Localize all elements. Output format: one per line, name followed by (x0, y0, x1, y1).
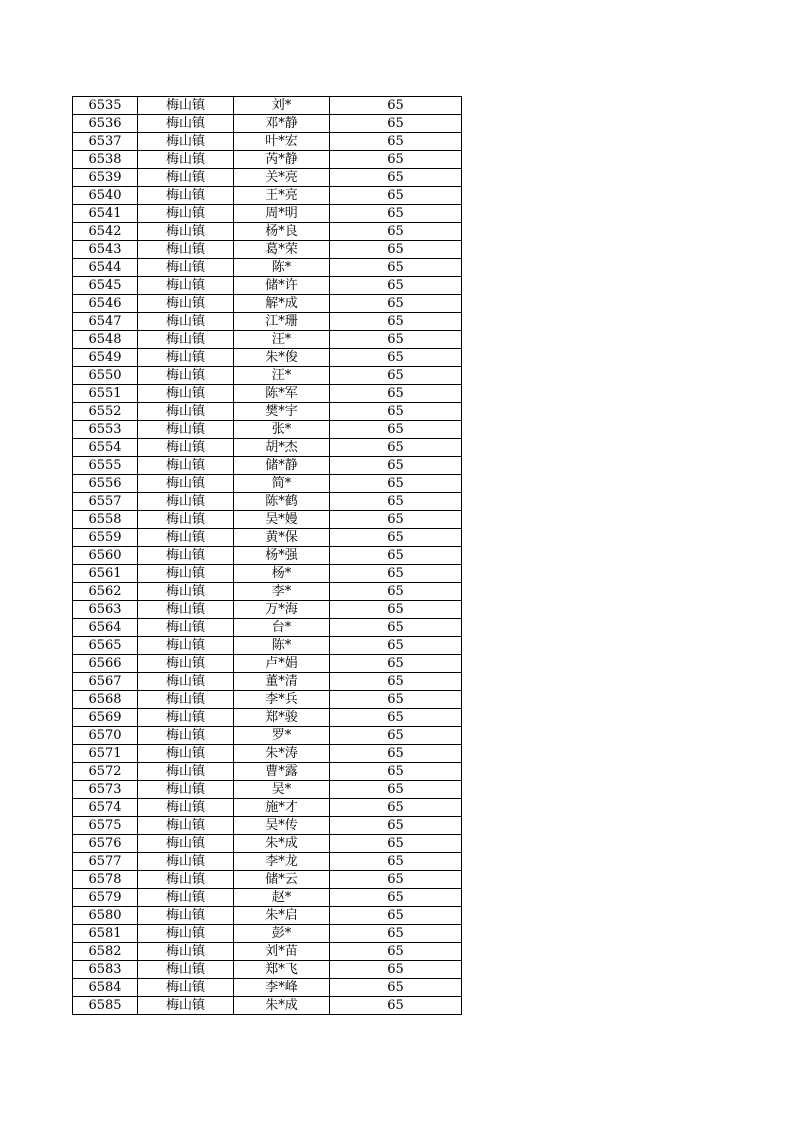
cell-amount: 65 (330, 511, 462, 529)
cell-amount: 65 (330, 385, 462, 403)
table-row (73, 133, 462, 151)
cell-amount: 65 (330, 727, 462, 745)
cell-serial-number: 6584 (73, 979, 138, 997)
cell-town: 梅山镇 (138, 889, 234, 907)
cell-person-name: 郑*骏 (234, 709, 330, 727)
cell-amount: 65 (330, 457, 462, 475)
cell-person-name: 张* (234, 421, 330, 439)
cell-serial-number: 6570 (73, 727, 138, 745)
cell-amount: 65 (330, 871, 462, 889)
cell-serial-number: 6551 (73, 385, 138, 403)
table-row (73, 439, 462, 457)
table-row (73, 367, 462, 385)
cell-town: 梅山镇 (138, 565, 234, 583)
cell-person-name: 储*云 (234, 871, 330, 889)
table-row (73, 169, 462, 187)
cell-serial-number: 6573 (73, 781, 138, 799)
cell-person-name: 樊*宇 (234, 403, 330, 421)
cell-town: 梅山镇 (138, 511, 234, 529)
cell-serial-number: 6583 (73, 961, 138, 979)
cell-serial-number: 6578 (73, 871, 138, 889)
table-row (73, 295, 462, 313)
cell-town: 梅山镇 (138, 169, 234, 187)
cell-serial-number: 6561 (73, 565, 138, 583)
table-row (73, 961, 462, 979)
cell-serial-number: 6538 (73, 151, 138, 169)
table-row (73, 385, 462, 403)
cell-town: 梅山镇 (138, 115, 234, 133)
cell-serial-number: 6553 (73, 421, 138, 439)
cell-person-name: 朱*成 (234, 835, 330, 853)
table-row (73, 871, 462, 889)
cell-amount: 65 (330, 637, 462, 655)
cell-person-name: 杨*强 (234, 547, 330, 565)
table-row (73, 511, 462, 529)
cell-person-name: 李*龙 (234, 853, 330, 871)
cell-serial-number: 6555 (73, 457, 138, 475)
cell-amount: 65 (330, 205, 462, 223)
table-row (73, 637, 462, 655)
cell-person-name: 储*静 (234, 457, 330, 475)
table-row (73, 583, 462, 601)
cell-amount: 65 (330, 475, 462, 493)
cell-serial-number: 6560 (73, 547, 138, 565)
cell-amount: 65 (330, 655, 462, 673)
table-row (73, 799, 462, 817)
cell-town: 梅山镇 (138, 259, 234, 277)
cell-person-name: 杨*良 (234, 223, 330, 241)
table-row (73, 979, 462, 997)
table-row (73, 745, 462, 763)
cell-serial-number: 6567 (73, 673, 138, 691)
cell-person-name: 李*兵 (234, 691, 330, 709)
cell-town: 梅山镇 (138, 835, 234, 853)
cell-town: 梅山镇 (138, 403, 234, 421)
cell-town: 梅山镇 (138, 691, 234, 709)
cell-amount: 65 (330, 781, 462, 799)
cell-amount: 65 (330, 979, 462, 997)
cell-serial-number: 6540 (73, 187, 138, 205)
cell-serial-number: 6575 (73, 817, 138, 835)
cell-town: 梅山镇 (138, 475, 234, 493)
table-row (73, 457, 462, 475)
cell-person-name: 朱*涛 (234, 745, 330, 763)
cell-amount: 65 (330, 403, 462, 421)
cell-amount: 65 (330, 889, 462, 907)
cell-person-name: 邓*静 (234, 115, 330, 133)
cell-town: 梅山镇 (138, 799, 234, 817)
cell-town: 梅山镇 (138, 853, 234, 871)
cell-amount: 65 (330, 673, 462, 691)
cell-town: 梅山镇 (138, 493, 234, 511)
cell-person-name: 周*明 (234, 205, 330, 223)
cell-town: 梅山镇 (138, 205, 234, 223)
cell-serial-number: 6542 (73, 223, 138, 241)
cell-amount: 65 (330, 151, 462, 169)
cell-serial-number: 6582 (73, 943, 138, 961)
table-row (73, 709, 462, 727)
cell-person-name: 董*清 (234, 673, 330, 691)
cell-amount: 65 (330, 817, 462, 835)
table-row (73, 889, 462, 907)
cell-amount: 65 (330, 619, 462, 637)
cell-town: 梅山镇 (138, 295, 234, 313)
cell-person-name: 黄*保 (234, 529, 330, 547)
cell-serial-number: 6581 (73, 925, 138, 943)
cell-person-name: 葛*荣 (234, 241, 330, 259)
cell-serial-number: 6550 (73, 367, 138, 385)
cell-amount: 65 (330, 997, 462, 1015)
cell-person-name: 江*珊 (234, 313, 330, 331)
cell-person-name: 刘*苗 (234, 943, 330, 961)
cell-person-name: 芮*静 (234, 151, 330, 169)
cell-person-name: 陈* (234, 259, 330, 277)
cell-town: 梅山镇 (138, 457, 234, 475)
cell-amount: 65 (330, 277, 462, 295)
cell-serial-number: 6543 (73, 241, 138, 259)
cell-amount: 65 (330, 799, 462, 817)
cell-person-name: 简* (234, 475, 330, 493)
cell-person-name: 台* (234, 619, 330, 637)
cell-person-name: 曹*露 (234, 763, 330, 781)
cell-town: 梅山镇 (138, 727, 234, 745)
cell-amount: 65 (330, 169, 462, 187)
cell-serial-number: 6574 (73, 799, 138, 817)
cell-serial-number: 6580 (73, 907, 138, 925)
cell-serial-number: 6559 (73, 529, 138, 547)
cell-town: 梅山镇 (138, 943, 234, 961)
cell-amount: 65 (330, 349, 462, 367)
cell-town: 梅山镇 (138, 421, 234, 439)
cell-person-name: 朱*俊 (234, 349, 330, 367)
cell-serial-number: 6563 (73, 601, 138, 619)
cell-amount: 65 (330, 691, 462, 709)
cell-serial-number: 6585 (73, 997, 138, 1015)
cell-town: 梅山镇 (138, 979, 234, 997)
cell-town: 梅山镇 (138, 439, 234, 457)
cell-person-name: 陈*鹤 (234, 493, 330, 511)
cell-person-name: 万*海 (234, 601, 330, 619)
cell-serial-number: 6577 (73, 853, 138, 871)
cell-amount: 65 (330, 223, 462, 241)
cell-serial-number: 6546 (73, 295, 138, 313)
table-row (73, 853, 462, 871)
cell-town: 梅山镇 (138, 313, 234, 331)
cell-person-name: 储*许 (234, 277, 330, 295)
cell-amount: 65 (330, 565, 462, 583)
cell-town: 梅山镇 (138, 619, 234, 637)
cell-town: 梅山镇 (138, 97, 234, 115)
table-row (73, 349, 462, 367)
cell-person-name: 李* (234, 583, 330, 601)
cell-town: 梅山镇 (138, 871, 234, 889)
cell-person-name: 罗* (234, 727, 330, 745)
cell-amount: 65 (330, 547, 462, 565)
cell-person-name: 吴* (234, 781, 330, 799)
cell-amount: 65 (330, 907, 462, 925)
cell-amount: 65 (330, 115, 462, 133)
cell-amount: 65 (330, 241, 462, 259)
cell-amount: 65 (330, 835, 462, 853)
cell-town: 梅山镇 (138, 133, 234, 151)
cell-amount: 65 (330, 583, 462, 601)
cell-serial-number: 6556 (73, 475, 138, 493)
cell-town: 梅山镇 (138, 961, 234, 979)
cell-town: 梅山镇 (138, 187, 234, 205)
table-row (73, 727, 462, 745)
cell-amount: 65 (330, 97, 462, 115)
cell-serial-number: 6544 (73, 259, 138, 277)
cell-town: 梅山镇 (138, 655, 234, 673)
cell-serial-number: 6566 (73, 655, 138, 673)
cell-person-name: 王*亮 (234, 187, 330, 205)
cell-amount: 65 (330, 961, 462, 979)
table-row (73, 97, 462, 115)
cell-town: 梅山镇 (138, 529, 234, 547)
cell-town: 梅山镇 (138, 331, 234, 349)
cell-person-name: 陈*军 (234, 385, 330, 403)
cell-person-name: 彭* (234, 925, 330, 943)
table-row (73, 205, 462, 223)
cell-amount: 65 (330, 367, 462, 385)
table-row (73, 619, 462, 637)
cell-serial-number: 6564 (73, 619, 138, 637)
table-row (73, 187, 462, 205)
cell-amount: 65 (330, 331, 462, 349)
cell-town: 梅山镇 (138, 997, 234, 1015)
cell-serial-number: 6562 (73, 583, 138, 601)
cell-town: 梅山镇 (138, 745, 234, 763)
table-row (73, 259, 462, 277)
table-row (73, 475, 462, 493)
cell-serial-number: 6572 (73, 763, 138, 781)
cell-person-name: 汪* (234, 367, 330, 385)
cell-serial-number: 6552 (73, 403, 138, 421)
table-row (73, 997, 462, 1015)
cell-serial-number: 6579 (73, 889, 138, 907)
cell-person-name: 关*亮 (234, 169, 330, 187)
cell-person-name: 解*成 (234, 295, 330, 313)
cell-person-name: 胡*杰 (234, 439, 330, 457)
table-row (73, 655, 462, 673)
cell-person-name: 朱*成 (234, 997, 330, 1015)
table-row (73, 313, 462, 331)
cell-serial-number: 6549 (73, 349, 138, 367)
cell-serial-number: 6536 (73, 115, 138, 133)
cell-person-name: 李*峰 (234, 979, 330, 997)
cell-amount: 65 (330, 763, 462, 781)
table-row (73, 925, 462, 943)
cell-person-name: 郑*飞 (234, 961, 330, 979)
table-row (73, 493, 462, 511)
table-row (73, 835, 462, 853)
cell-person-name: 施*才 (234, 799, 330, 817)
cell-serial-number: 6569 (73, 709, 138, 727)
table-row (73, 763, 462, 781)
cell-amount: 65 (330, 439, 462, 457)
cell-town: 梅山镇 (138, 241, 234, 259)
table-row (73, 529, 462, 547)
table-row (73, 403, 462, 421)
table-row (73, 421, 462, 439)
cell-amount: 65 (330, 313, 462, 331)
cell-person-name: 汪* (234, 331, 330, 349)
cell-amount: 65 (330, 259, 462, 277)
cell-amount: 65 (330, 421, 462, 439)
cell-person-name: 吴*传 (234, 817, 330, 835)
cell-town: 梅山镇 (138, 637, 234, 655)
data-table (72, 96, 462, 1015)
cell-amount: 65 (330, 943, 462, 961)
cell-person-name: 赵* (234, 889, 330, 907)
table-row (73, 817, 462, 835)
cell-town: 梅山镇 (138, 817, 234, 835)
cell-serial-number: 6541 (73, 205, 138, 223)
cell-serial-number: 6545 (73, 277, 138, 295)
cell-serial-number: 6537 (73, 133, 138, 151)
cell-amount: 65 (330, 187, 462, 205)
table-row (73, 601, 462, 619)
cell-town: 梅山镇 (138, 385, 234, 403)
table-row (73, 241, 462, 259)
table-row (73, 151, 462, 169)
cell-serial-number: 6557 (73, 493, 138, 511)
cell-amount: 65 (330, 493, 462, 511)
cell-town: 梅山镇 (138, 709, 234, 727)
table-row (73, 223, 462, 241)
cell-town: 梅山镇 (138, 583, 234, 601)
table-row (73, 331, 462, 349)
cell-amount: 65 (330, 601, 462, 619)
cell-amount: 65 (330, 745, 462, 763)
cell-amount: 65 (330, 925, 462, 943)
table-row (73, 673, 462, 691)
cell-serial-number: 6565 (73, 637, 138, 655)
table-row (73, 115, 462, 133)
cell-amount: 65 (330, 295, 462, 313)
cell-town: 梅山镇 (138, 601, 234, 619)
table-row (73, 277, 462, 295)
cell-town: 梅山镇 (138, 277, 234, 295)
cell-town: 梅山镇 (138, 223, 234, 241)
cell-town: 梅山镇 (138, 547, 234, 565)
cell-serial-number: 6547 (73, 313, 138, 331)
cell-serial-number: 6558 (73, 511, 138, 529)
cell-serial-number: 6548 (73, 331, 138, 349)
cell-person-name: 卢*娟 (234, 655, 330, 673)
cell-town: 梅山镇 (138, 763, 234, 781)
cell-town: 梅山镇 (138, 151, 234, 169)
cell-person-name: 吴*嫚 (234, 511, 330, 529)
cell-town: 梅山镇 (138, 907, 234, 925)
table-body (73, 97, 462, 1015)
cell-person-name: 叶*宏 (234, 133, 330, 151)
cell-town: 梅山镇 (138, 781, 234, 799)
cell-amount: 65 (330, 853, 462, 871)
cell-person-name: 刘* (234, 97, 330, 115)
cell-serial-number: 6576 (73, 835, 138, 853)
table-row (73, 943, 462, 961)
cell-town: 梅山镇 (138, 925, 234, 943)
table-row (73, 565, 462, 583)
table-row (73, 691, 462, 709)
table-row (73, 547, 462, 565)
cell-serial-number: 6554 (73, 439, 138, 457)
cell-amount: 65 (330, 529, 462, 547)
cell-serial-number: 6535 (73, 97, 138, 115)
cell-serial-number: 6568 (73, 691, 138, 709)
cell-person-name: 杨* (234, 565, 330, 583)
cell-town: 梅山镇 (138, 367, 234, 385)
cell-serial-number: 6571 (73, 745, 138, 763)
cell-amount: 65 (330, 133, 462, 151)
cell-town: 梅山镇 (138, 673, 234, 691)
cell-serial-number: 6539 (73, 169, 138, 187)
cell-town: 梅山镇 (138, 349, 234, 367)
table-row (73, 781, 462, 799)
cell-amount: 65 (330, 709, 462, 727)
cell-person-name: 朱*启 (234, 907, 330, 925)
cell-person-name: 陈* (234, 637, 330, 655)
table-row (73, 907, 462, 925)
